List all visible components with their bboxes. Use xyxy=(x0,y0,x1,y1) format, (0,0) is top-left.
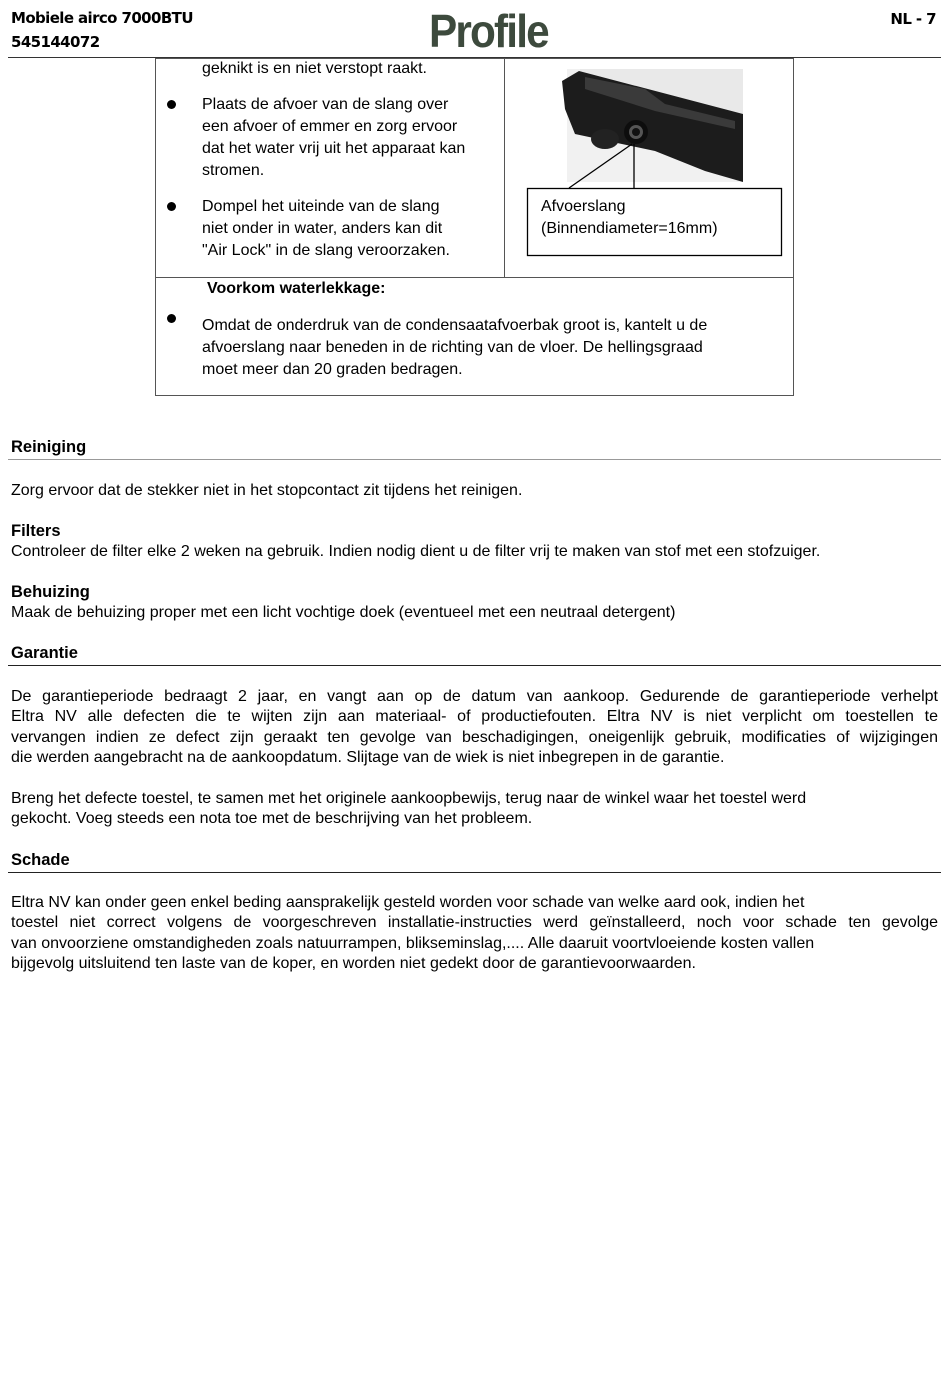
leak-title: Voorkom waterlekkage: xyxy=(207,280,386,297)
paragraph: Breng het defecte toestel, te samen met het originele aankoopbewijs, terug naar de winkel waar het toestel werd gekocht. Voeg steeds een nota toe met de beschrijving van het probleem. xyxy=(11,790,807,828)
section-heading-schade: Schade xyxy=(11,851,70,869)
bullet-text: Dompel het uiteinde van de slang niet onder in water, anders kan dit "Air Lock" in de slang veroorzaken. xyxy=(202,198,450,259)
paragraph: Controleer de filter elke 2 weken na gebruik. Indien nodig dient u de filter vrij te maken van stof met een stofzuiger. xyxy=(11,543,821,560)
bullet-icon xyxy=(167,202,176,211)
section-heading-behuizing: Behuizing xyxy=(11,583,90,601)
table-text: geknikt is en niet verstopt raakt. xyxy=(202,60,427,77)
bullet-icon xyxy=(167,100,176,109)
paragraph: Maak de behuizing proper met een licht vochtige doek (eventueel met een neutraal detergent) xyxy=(11,604,676,621)
bullet-icon xyxy=(167,314,176,323)
section-rule xyxy=(8,459,941,460)
page-number: NL - 7 xyxy=(890,10,936,28)
product-title: Mobiele airco 7000BTU xyxy=(11,9,193,27)
paragraph: Eltra NV kan onder geen enkel beding aansprakelijk gesteld worden voor schade van welke aard ook, indien het toestel niet correct volgens de voorgeschreven installatie-instructies werd geïnstalleerd, noch voor schade ten gevolge van onvoorziene omstandigheden zoals natuurrampen, blikseminslag,.... Alle daaruit voortvloeiende kosten vallen bijgevolg uitsluitend ten laste van de koper, en worden niet gedekt door de garantievoorwaarden. xyxy=(11,894,938,973)
paragraph: De garantieperiode bedraagt 2 jaar, en vangt aan op de datum van aankoop. Gedurende de garantieperiode verhelpt Eltra NV alle defecten die te wijten zijn aan materiaal- of productiefouten. Eltra NV is niet verplicht om toestellen te vervangen indien ze defect zijn geraakt ten gevolge van beschadigingen, oneigenlijk gebruik, modificaties of wijzigingen die werden aangebracht na de aankoopdatum. Slijtage van de wiek is niet inbegrepen in de garantie. xyxy=(11,688,938,767)
paragraph: Zorg ervoor dat de stekker niet in het stopcontact zit tijdens het reinigen. xyxy=(11,482,523,499)
callout-label: Afvoerslang (Binnendiameter=16mm) xyxy=(541,198,718,237)
section-heading-filters: Filters xyxy=(11,522,61,540)
section-heading-reiniging: Reiniging xyxy=(11,438,87,456)
drain-hose-photo xyxy=(505,59,792,276)
section-heading-garantie: Garantie xyxy=(11,644,78,662)
product-code: 545144072 xyxy=(11,33,100,51)
bullet-text: Plaats de afvoer van de slang over een afvoer of emmer en zorg ervoor dat het water vrij uit het apparaat kan stromen. xyxy=(202,96,466,179)
section-rule xyxy=(8,665,941,666)
leak-text: Omdat de onderdruk van de condensaatafvoerbak groot is, kantelt u de afvoerslang naar beneden in de richting van de vloer. De hellingsgraad moet meer dan 20 graden bedragen. xyxy=(202,317,708,378)
section-rule xyxy=(8,872,941,873)
profile-logo: Profile xyxy=(429,5,548,57)
